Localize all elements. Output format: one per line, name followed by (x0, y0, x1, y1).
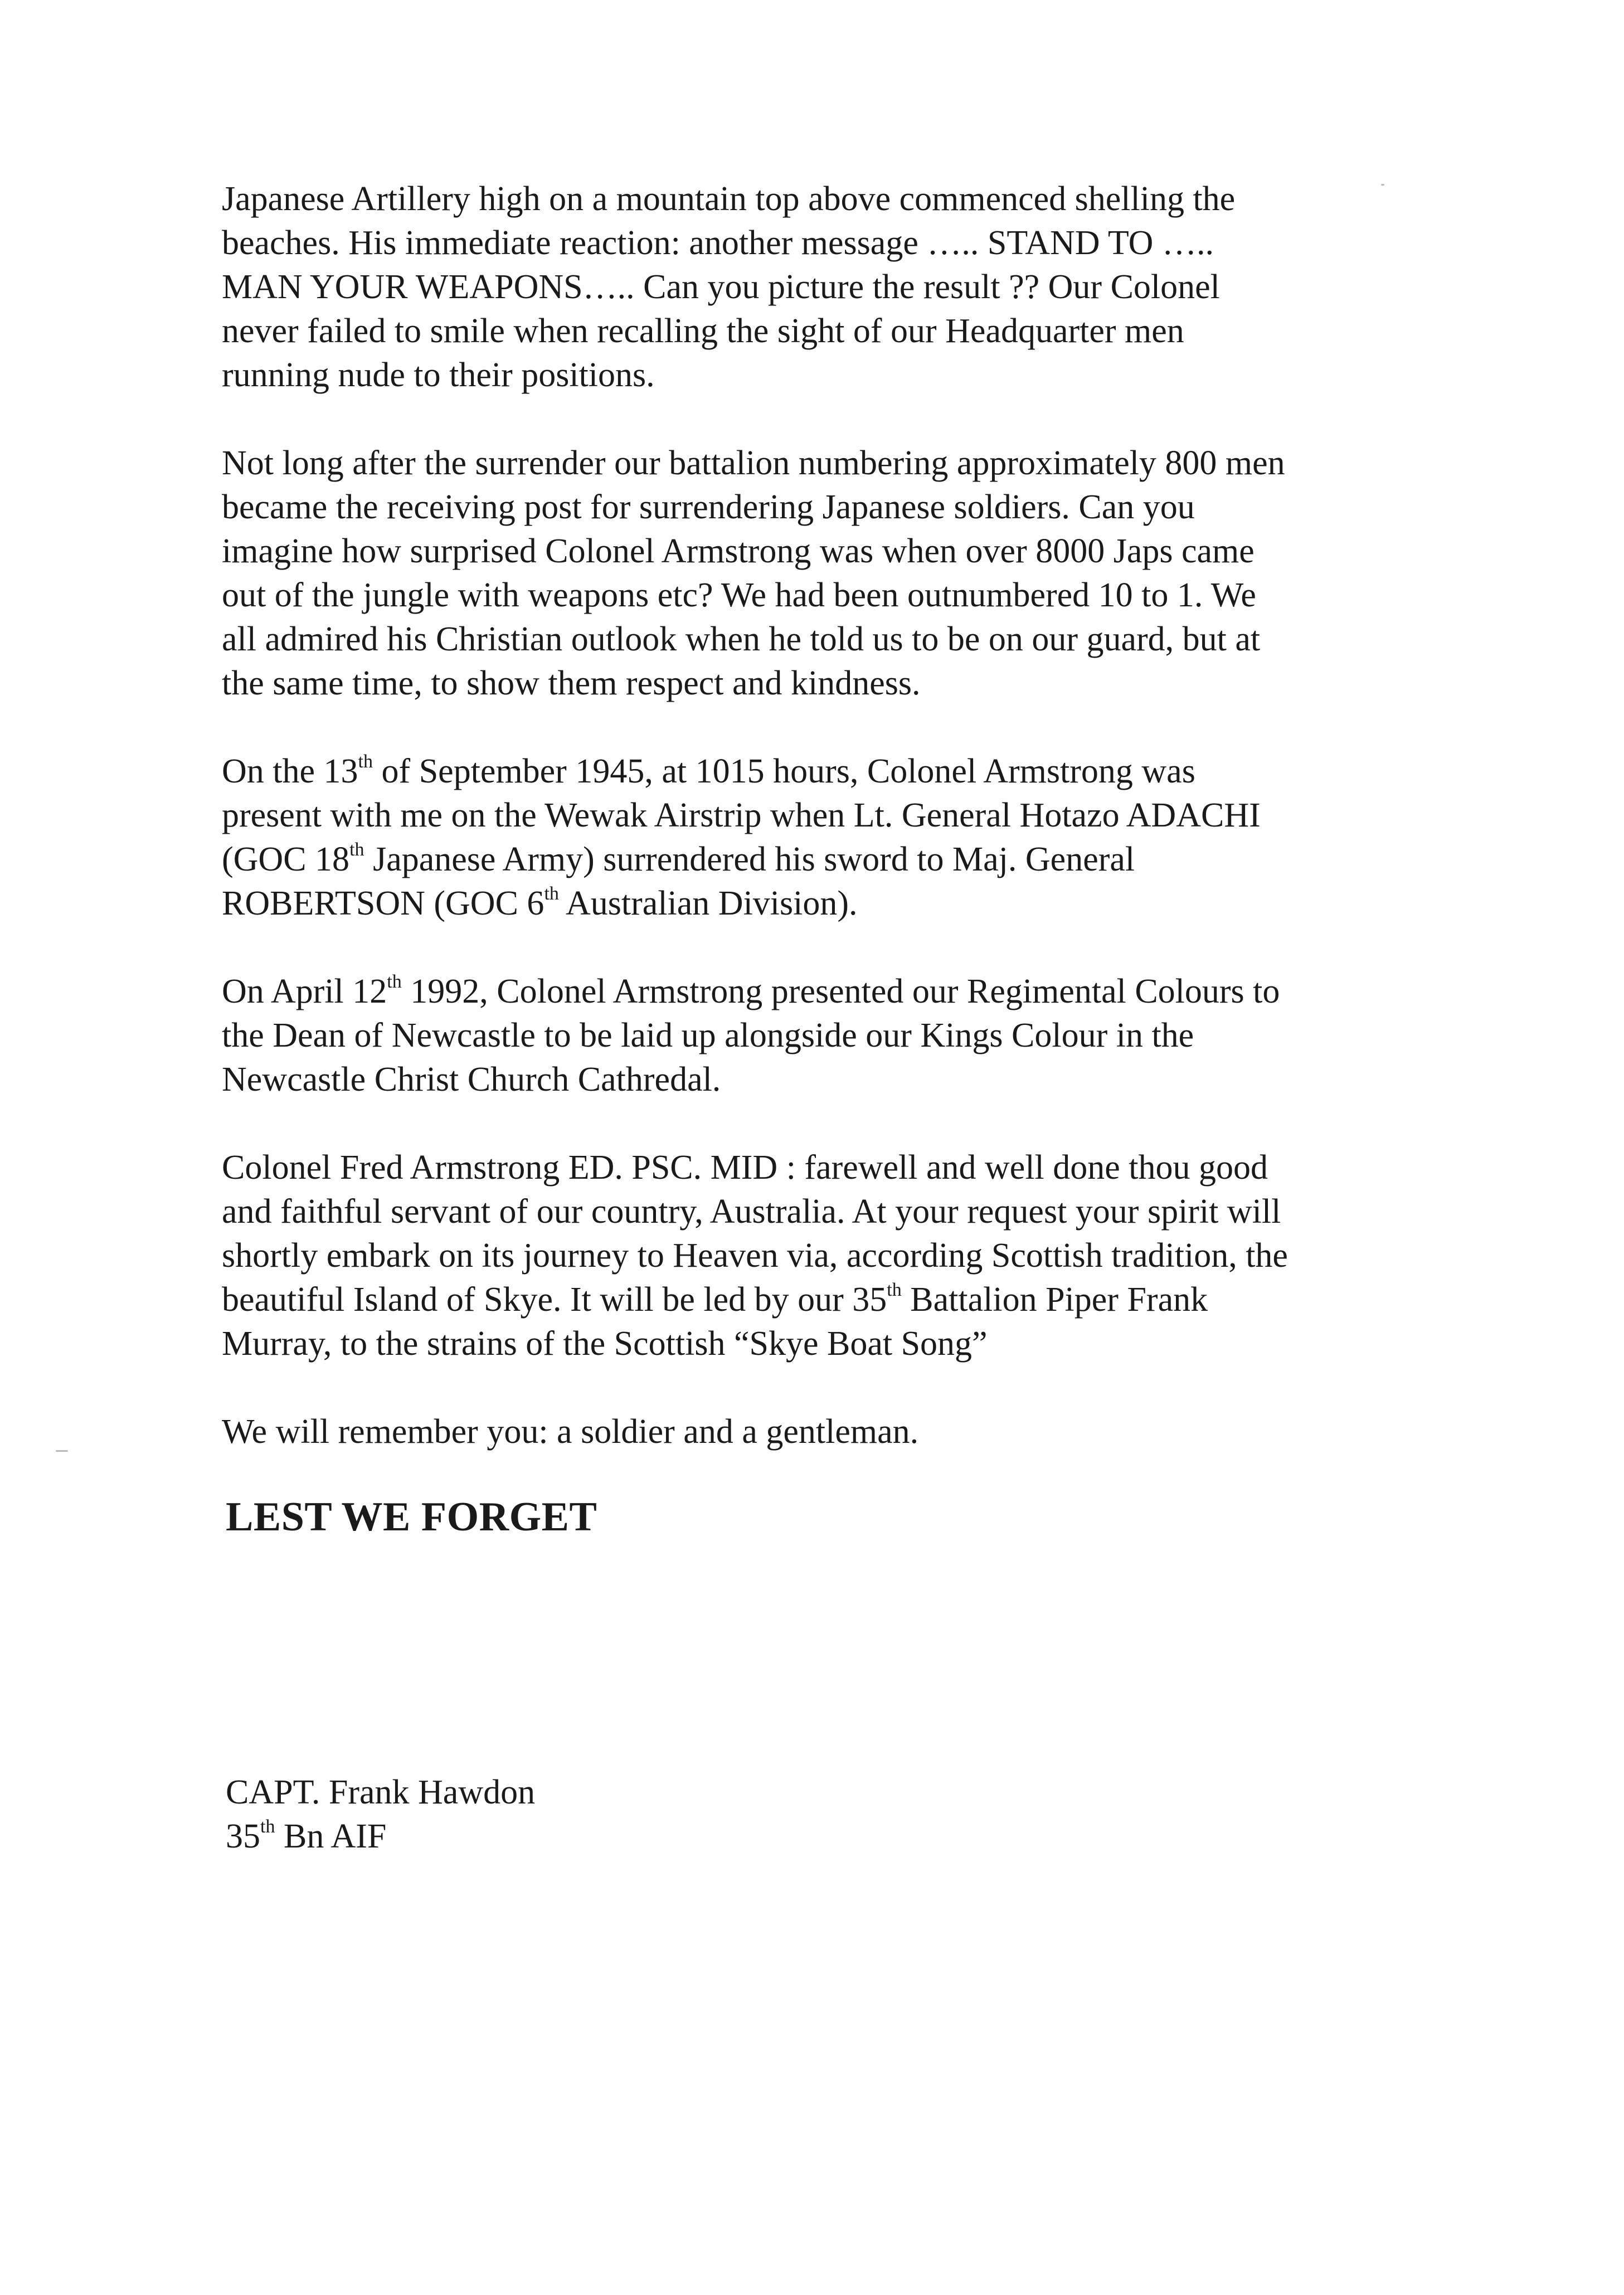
text-run: out of the jungle with weapons etc? We had been outnumbered 10 to 1. We (222, 576, 1256, 614)
unit-ordinal-suffix: th (260, 1816, 275, 1837)
scan-mark (56, 1450, 68, 1452)
text-run: running nude to their positions. (222, 356, 655, 394)
text-run: Not long after the surrender our battalion numbering approximately 800 men (222, 444, 1285, 482)
text-run: never failed to smile when recalling the sight of our Headquarter men (222, 312, 1184, 350)
text-line (222, 882, 1470, 926)
paragraph (222, 441, 1470, 706)
signature-unit (226, 1815, 535, 1859)
text-line (222, 485, 1470, 529)
scan-mark (1381, 184, 1384, 186)
ordinal-suffix: th (358, 751, 373, 772)
text-line (222, 221, 1470, 265)
lest-we-forget-heading: LEST WE FORGET (226, 1494, 597, 1540)
text-run: of September 1945, at 1015 hours, Colonel Armstrong was (373, 752, 1195, 790)
text-line (222, 309, 1470, 353)
ordinal-suffix: th (544, 883, 559, 905)
paragraph (222, 1410, 1470, 1454)
text-run: ROBERTSON (GOC 6 (222, 884, 544, 922)
text-run: became the receiving post for surrendering Japanese soldiers. Can you (222, 488, 1195, 526)
ordinal-suffix: th (387, 971, 402, 993)
text-run: On April 12 (222, 973, 387, 1010)
ordinal-suffix: th (887, 1280, 902, 1301)
letter-body (222, 177, 1470, 1498)
text-run: all admired his Christian outlook when he told us to be on our guard, but at (222, 620, 1261, 658)
text-line (222, 441, 1470, 485)
text-line (222, 1190, 1470, 1234)
text-line (222, 1278, 1470, 1322)
text-run: the same time, to show them respect and kindness. (222, 664, 921, 702)
text-run: imagine how surprised Colonel Armstrong was when over 8000 Japs came (222, 532, 1255, 570)
text-run: On the 13 (222, 752, 358, 790)
text-run: Newcastle Christ Church Cathredal. (222, 1061, 721, 1098)
text-line (222, 750, 1470, 794)
text-line (222, 794, 1470, 838)
paragraph (222, 177, 1470, 397)
text-run: the Dean of Newcastle to be laid up alongside our Kings Colour in the (222, 1017, 1194, 1054)
text-line (222, 353, 1470, 397)
signature-name: CAPT. Frank Hawdon (226, 1773, 536, 1811)
text-line (222, 1410, 1470, 1454)
ordinal-suffix: th (349, 839, 364, 860)
text-run: and faithful servant of our country, Australia. At your request your spirit will (222, 1193, 1281, 1231)
text-run: beaches. His immediate reaction: another message ….. STAND TO ….. (222, 224, 1214, 262)
text-line (222, 1146, 1470, 1190)
text-run: Japanese Army) surrendered his sword to Maj. General (364, 840, 1135, 878)
text-line (222, 177, 1470, 221)
text-run: MAN YOUR WEAPONS….. Can you picture the result ?? Our Colonel (222, 268, 1220, 306)
signature-block (226, 1771, 535, 1859)
paragraph (222, 750, 1470, 926)
text-run: Colonel Fred Armstrong ED. PSC. MID : farewell and well done thou good (222, 1149, 1268, 1187)
text-line (222, 617, 1470, 662)
text-line (222, 1234, 1470, 1278)
text-run: Murray, to the strains of the Scottish “Skye Boat Song” (222, 1325, 988, 1363)
text-line (222, 970, 1470, 1014)
paragraph (222, 970, 1470, 1102)
text-line (222, 1058, 1470, 1102)
text-run: beautiful Island of Skye. It will be led by our 35 (222, 1281, 887, 1319)
text-run: We will remember you: a soldier and a gentleman. (222, 1413, 919, 1451)
unit-name: Bn AIF (275, 1817, 387, 1855)
text-run: Battalion Piper Frank (901, 1281, 1208, 1319)
text-line (222, 1014, 1470, 1058)
text-run: (GOC 18 (222, 840, 350, 878)
text-line (222, 1322, 1470, 1366)
text-run: shortly embark on its journey to Heaven via, according Scottish tradition, the (222, 1237, 1288, 1275)
unit-number: 35 (226, 1817, 260, 1855)
text-run: present with me on the Wewak Airstrip when Lt. General Hotazo ADACHI (222, 796, 1261, 834)
text-line (222, 662, 1470, 706)
text-line (222, 573, 1470, 617)
text-run: Australian Division). (558, 884, 858, 922)
text-line (222, 838, 1470, 882)
text-run: 1992, Colonel Armstrong presented our Regimental Colours to (401, 973, 1280, 1010)
text-line (222, 529, 1470, 573)
text-line (222, 265, 1470, 309)
text-run: Japanese Artillery high on a mountain top above commenced shelling the (222, 180, 1236, 218)
paragraph (222, 1146, 1470, 1366)
